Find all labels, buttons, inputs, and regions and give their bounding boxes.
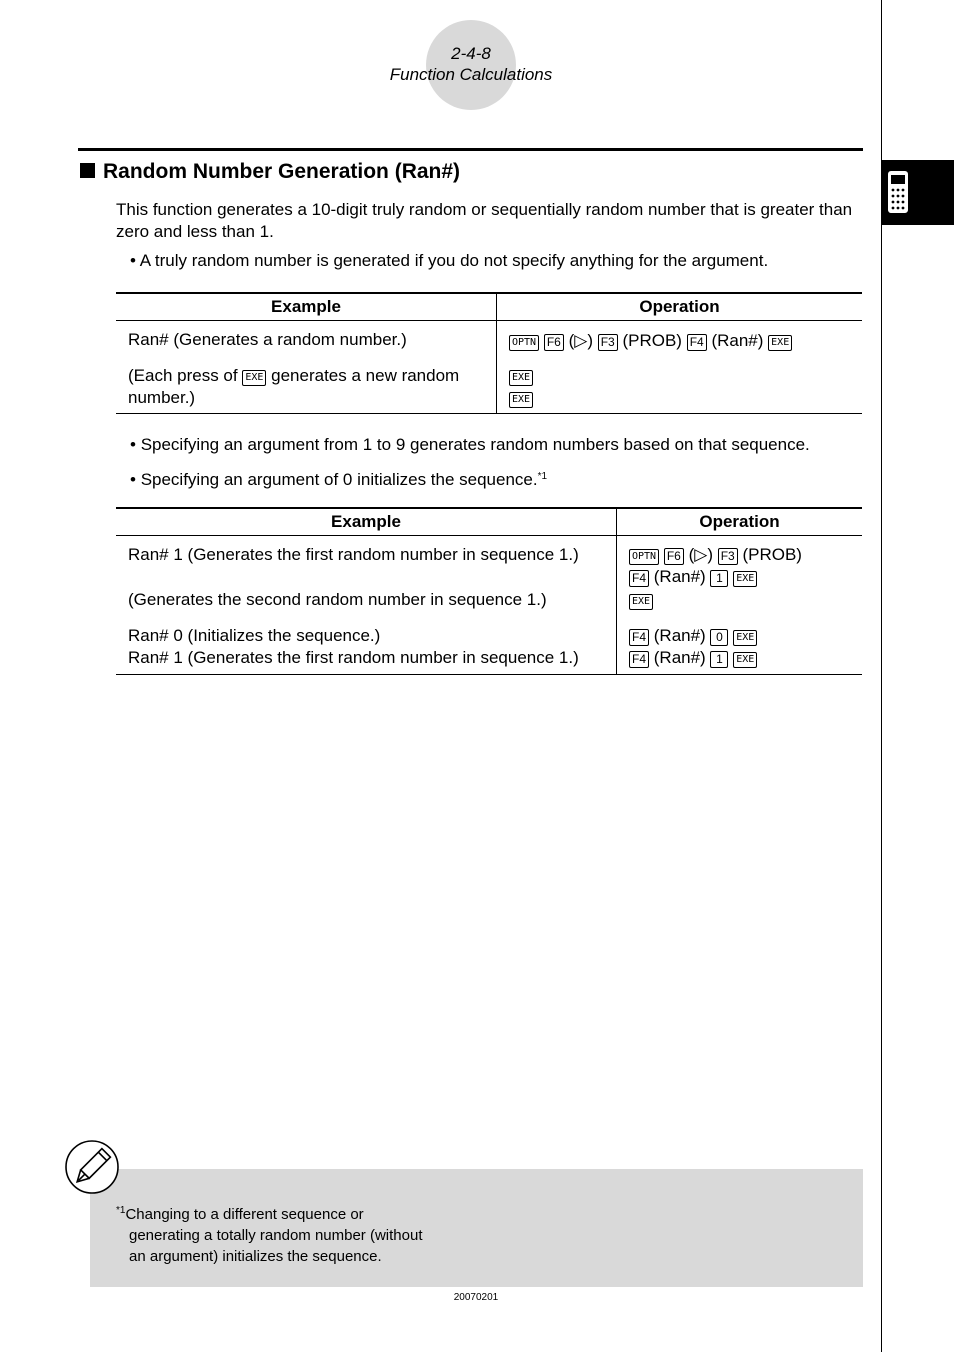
col-header-example: Example: [116, 508, 617, 536]
example-text: (Each press of: [128, 366, 238, 385]
col-header-operation: Operation: [617, 508, 863, 536]
operation-cell: [497, 359, 863, 414]
page-number: 2-4-8: [451, 44, 491, 63]
key-f4: F4: [687, 334, 707, 351]
key-f4: F4: [629, 570, 649, 587]
footer-code: 20070201: [453, 1292, 499, 1303]
pencil-icon: [64, 1139, 120, 1195]
key-exe: EXE: [242, 370, 266, 386]
top-rule: [78, 148, 863, 151]
bullet-text: Specifying an argument from 1 to 9 generates random numbers based on that sequence.: [140, 435, 810, 454]
example-text: Ran# 0 (Initializes the sequence.): [128, 626, 381, 645]
key-0: 0: [710, 629, 728, 646]
example-table-2: [116, 507, 862, 675]
key-exe: EXE: [768, 335, 792, 351]
black-square-icon: [80, 163, 95, 178]
key-label: (▷): [688, 545, 713, 564]
key-exe: EXE: [733, 652, 757, 668]
note-line: an argument) initializes the sequence.: [129, 1248, 382, 1265]
example-table-1: [116, 292, 862, 414]
key-f6: F6: [664, 548, 684, 565]
key-label: (Ran#): [711, 331, 764, 350]
col-header-operation: Operation: [497, 293, 863, 321]
key-1: 1: [710, 651, 728, 668]
table-row: [116, 611, 862, 675]
key-label: (▷): [568, 331, 593, 350]
operation-cell: [617, 611, 863, 675]
calculator-icon: [887, 170, 909, 214]
footnote-marker: *1: [537, 471, 548, 482]
bullet-item: • A truly random number is generated if you do not specify anything for the argument.: [130, 251, 769, 270]
key-f3: F3: [718, 548, 738, 565]
example-cell: Ran# (Generates a random number.): [128, 330, 407, 349]
key-1: 1: [710, 570, 728, 587]
note-line: Changing to a different sequence or: [125, 1206, 364, 1223]
table-row: [116, 359, 862, 414]
section-title-text: Random Number Generation (Ran#): [103, 160, 461, 183]
key-exe: EXE: [509, 370, 533, 386]
operation-cell: [497, 321, 863, 360]
bullet-text: A truly random number is generated if you do not specify anything for the argument.: [139, 251, 769, 270]
table-row: [116, 588, 862, 611]
example-cell: [116, 359, 497, 414]
example-cell: Ran# 1 (Generates the first random number in sequence 1.): [128, 545, 579, 564]
key-label: (PROB): [742, 545, 802, 564]
example-text: generates a new random number.): [128, 366, 460, 407]
key-f4: F4: [629, 629, 649, 646]
key-optn: OPTN: [629, 549, 659, 565]
key-label: (PROB): [622, 331, 682, 350]
example-text: Ran# 1 (Generates the first random number in sequence 1.): [128, 648, 579, 667]
key-label: (Ran#): [653, 648, 706, 667]
intro-paragraph: This function generates a 10-digit truly random or sequentially random number that is greater than zero and less than 1.: [116, 200, 853, 241]
key-optn: OPTN: [509, 335, 539, 351]
key-exe: EXE: [509, 392, 533, 408]
bullet-item: • Specifying an argument from 1 to 9 generates random numbers based on that sequence.: [130, 435, 810, 454]
key-exe: EXE: [733, 630, 757, 646]
example-cell: [116, 611, 617, 675]
col-header-example: Example: [116, 293, 497, 321]
key-f6: F6: [544, 334, 564, 351]
bullet-item: • Specifying an argument of 0 initializes the sequence.$^{*1}$: [130, 470, 548, 489]
note-line: generating a totally random number (without: [129, 1227, 423, 1244]
key-f3: F3: [598, 334, 618, 351]
example-cell: (Generates the second random number in sequence 1.): [128, 590, 547, 609]
key-f4: F4: [629, 651, 649, 668]
header-section-title: Function Calculations: [389, 65, 553, 84]
footnote-marker: *1: [116, 1205, 126, 1216]
key-exe: EXE: [629, 594, 653, 610]
key-exe: EXE: [733, 571, 757, 587]
section-title: [80, 160, 460, 184]
table-row: [116, 321, 862, 360]
bullet-text: Specifying an argument of 0 initializes the sequence.: [140, 470, 538, 489]
key-label: (Ran#): [653, 567, 706, 586]
key-label: (Ran#): [653, 626, 706, 645]
footnote-text: [116, 1200, 456, 1267]
operation-cell: [617, 536, 863, 589]
operation-cell: [617, 588, 863, 611]
table-row: [116, 536, 862, 589]
